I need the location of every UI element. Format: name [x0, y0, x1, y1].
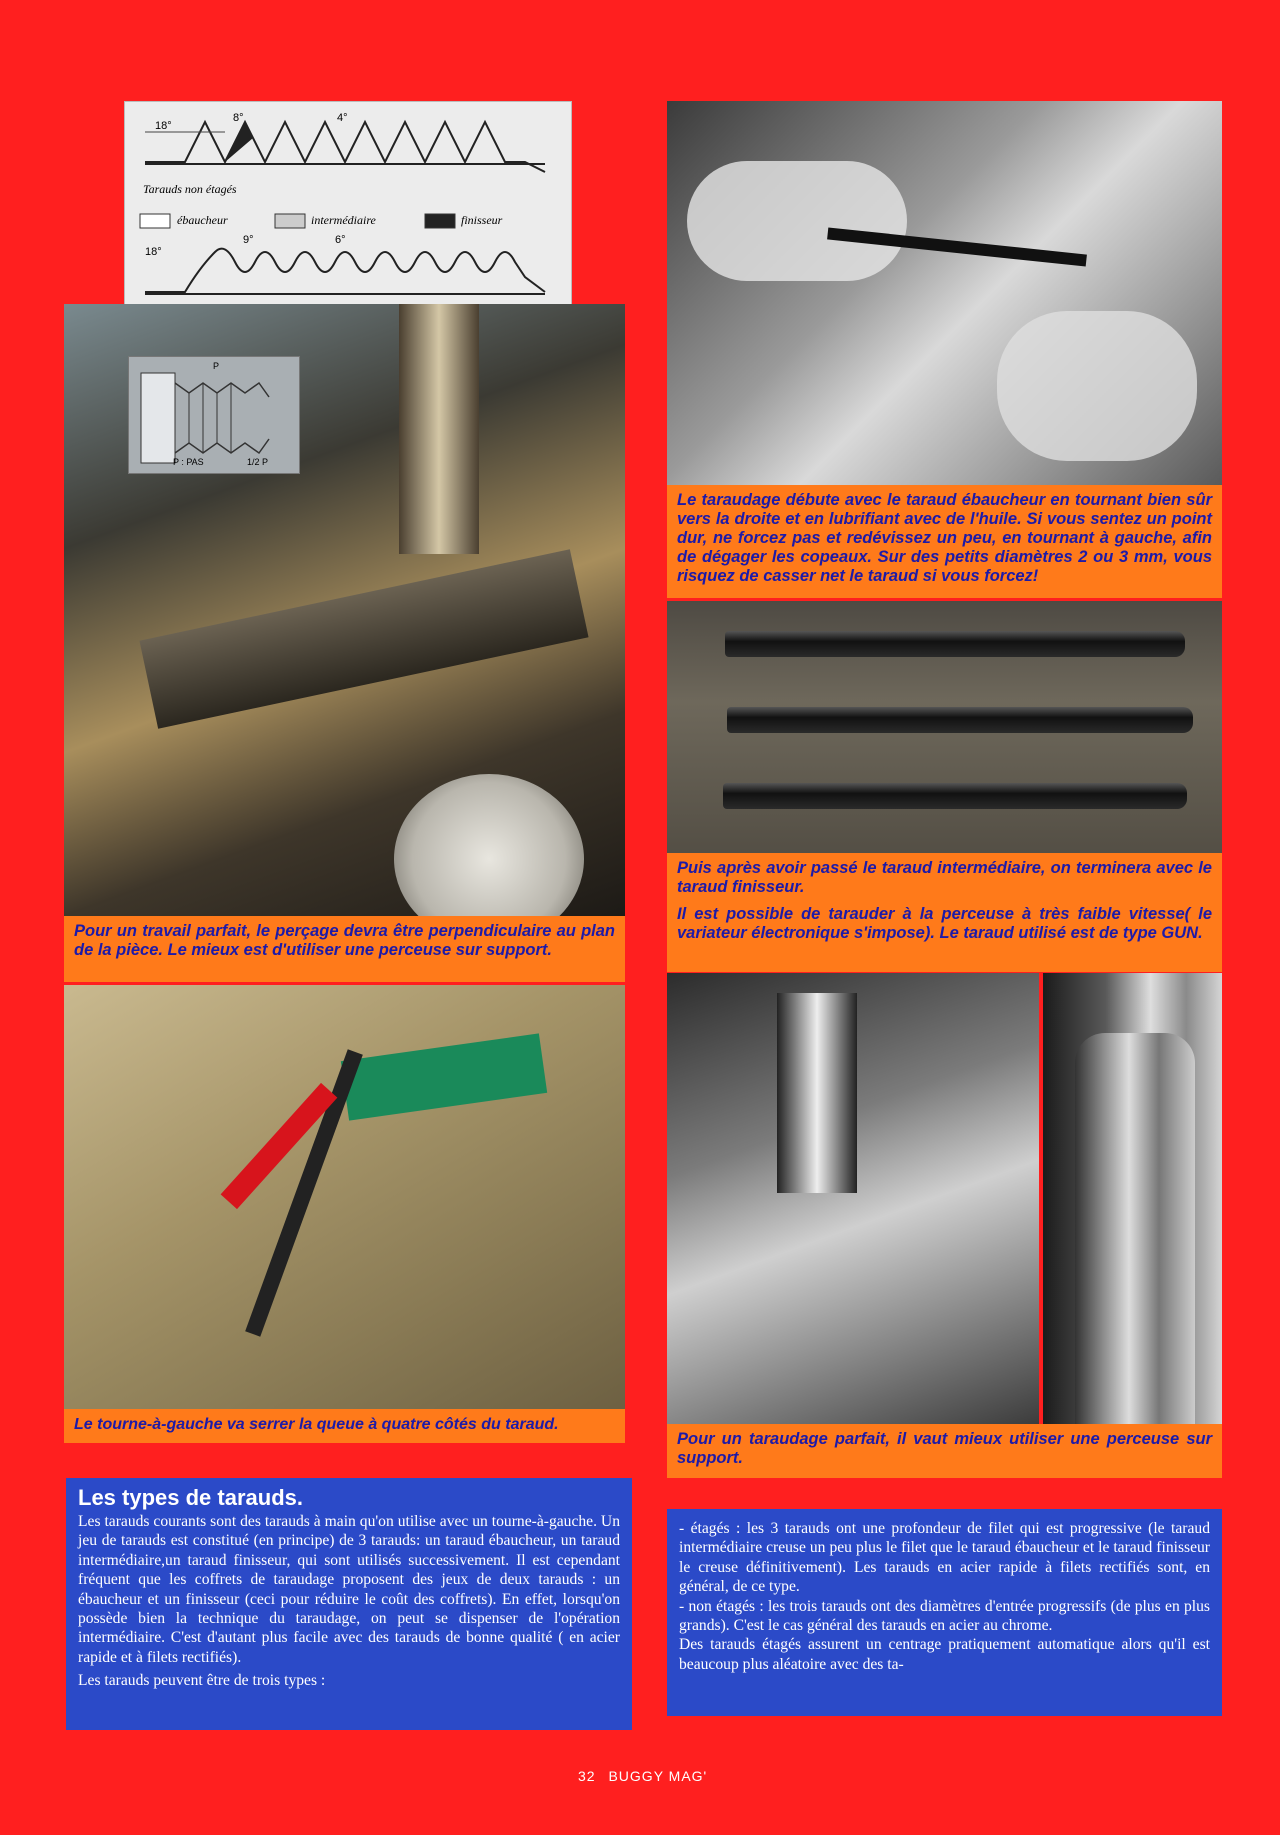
caption-tap-intermediate-text: Puis après avoir passé le taraud intermédiaire, on terminera avec le taraud finisseur. [677, 859, 1212, 896]
article-left-last-line: Les tarauds peuvent être de trois types : [78, 1672, 326, 1690]
caption-tap-drill-text: Il est possible de tarauder à la perceuse à très faible vitesse( le variateur électronique s'impose). Le taraud utilisé est de type GUN. [677, 905, 1212, 942]
caption-drill-perpendicular-text: Pour un travail parfait, le perçage devra être perpendiculaire au plan de la pièce. Le mieux est d'utiliser une perceuse sur support. [74, 922, 615, 959]
diagram-legend-2: intermédiaire [311, 213, 376, 227]
diagram-angle-top-2: 8° [233, 112, 244, 124]
article-left-body: Les tarauds courants sont des tarauds à main qu'on utilise avec un tourne-à-gauche. Un jeu de tarauds est constitué (en principe) de 3 tarauds: un taraud ébaucheur, un taraud intermédiaire,un taraud finisseur, qui sont utilisés successivement. Il est cependant fréquent que les coffrets de taraudage proposent des jeux de deux tarauds : un ébaucheur et un finisseur (ceci pour réduire le coût des coffrets). En effet, lorsqu'on possède bien la technique du taraudage, on peut se dispenser de l'opération intermédiaire. C'est d'autant plus facile avec des tarauds de bonne qualité ( en acier rapide et à filets rectifiés). [78, 1513, 620, 1666]
diagram-legend-1: ébaucheur [177, 213, 228, 227]
article-heading: Les types de tarauds. [78, 1485, 303, 1510]
hand-left-shape [687, 161, 907, 281]
chassis-plate-shape [139, 549, 588, 729]
caption-drill-perpendicular [64, 916, 625, 982]
diagram-title: Tarauds non étagés [143, 182, 237, 196]
photo-drill-tapping [667, 973, 1039, 1424]
caption-tap-start-text: Le taraudage débute avec le taraud ébaucheur en tournant bien sûr vers la droite et en lubrifiant avec de l'huile. Si vous sentez un point dur, ne forcez pas et redévissez un peu, en tournant à gauche, afin de dégager les copeaux. Sur des petits diamètres 2 ou 3 mm, vous risquez de casser net le taraud si vous forcez! [677, 491, 1212, 585]
photo-tapping-hands [667, 101, 1222, 485]
diagram-angle-top-1: 18° [155, 120, 172, 132]
tap-1-shape [725, 631, 1185, 657]
caption-tap-intermediate [667, 853, 1222, 972]
page-number: 32 [578, 1768, 596, 1784]
drill-bw-shape [777, 993, 857, 1193]
photo-tap-closeup [1043, 973, 1222, 1424]
inset-label-p: P [213, 361, 220, 371]
inset-thread-pitch-diagram [128, 356, 300, 474]
diagram-angle-top-3: 4° [337, 112, 348, 124]
article-right-box [667, 1509, 1222, 1716]
diagram-angle-bottom-2: 9° [243, 234, 254, 246]
article-right-p1: - étagés : les 3 tarauds ont une profondeur de filet qui est progressive (le taraud intermédiaire creuse un peu plus le filet que le taraud ébaucheur et le taraud finisseur le creuse définitivement). Les tarauds en acier rapide à filets rectifiés sont, en général, de ce type. [679, 1520, 1210, 1596]
tap-closeup-shape [1075, 1033, 1195, 1424]
magazine-name: BUGGY MAG' [608, 1768, 708, 1784]
tap-2-shape [727, 707, 1193, 733]
article-right-p3: Des tarauds étagés assurent un centrage pratiquement automatique alors qu'il est beaucoup plus aléatoire avec des ta- [679, 1636, 1210, 1673]
photo-drill-press [64, 304, 625, 916]
tap-3-shape [723, 783, 1187, 809]
article-right-p2: - non étagés : les trois tarauds ont des diamètres d'entrée progressifs (de plus en plus grands). C'est le cas général des tarauds en acier au chrome. [679, 1597, 1210, 1635]
photo-three-taps [667, 601, 1222, 853]
wrench-handle-shape [245, 1049, 363, 1336]
caption-tap-support-text: Pour un taraudage parfait, il vaut mieux utiliser une perceuse sur support. [677, 1430, 1212, 1467]
diagram-legend-3: finisseur [461, 213, 503, 227]
caption-tap-support [667, 1424, 1222, 1478]
green-box-shape [341, 1033, 547, 1120]
thread-diagram-drawing [125, 102, 571, 306]
diagram-angle-bottom-1: 18° [145, 246, 162, 258]
hand-right-shape [997, 311, 1197, 461]
caption-tap-start [667, 485, 1222, 598]
diagram-angle-bottom-3: 6° [335, 234, 346, 246]
page-footer [578, 1768, 778, 1788]
inset-label-pas: P : PAS [173, 457, 204, 467]
caption-tap-wrench-text: Le tourne-à-gauche va serrer la queue à quatre côtés du taraud. [74, 1416, 559, 1433]
drill-chuck-shape [399, 304, 479, 554]
thread-diagram [124, 101, 572, 307]
photo-tap-wrench [64, 985, 625, 1409]
inset-label-half: 1/2 P [247, 457, 269, 467]
wheel-shape [394, 774, 584, 916]
caption-tap-wrench [64, 1409, 625, 1443]
article-types-box [66, 1478, 632, 1730]
